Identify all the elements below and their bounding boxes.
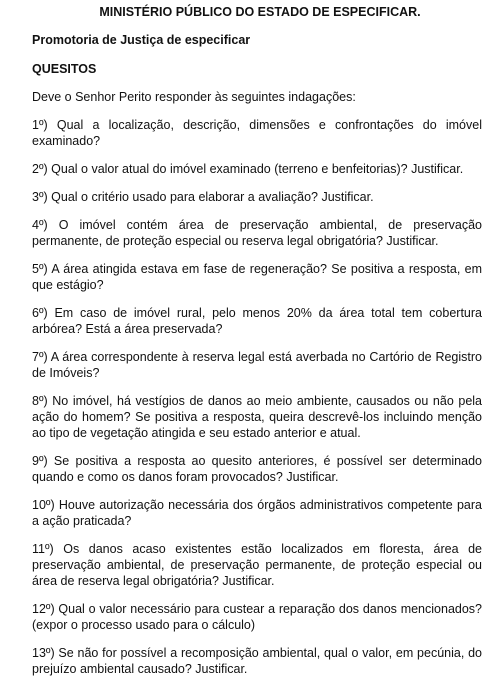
intro-paragraph: Deve o Senhor Perito responder às seguintes indagações:: [32, 90, 356, 104]
question-item: 10º) Houve autorização necessária dos órgãos administrativos competente para a ação praticada?: [32, 498, 482, 528]
question-item: 13º) Se não for possível a recomposição ambiental, qual o valor, em pecúnia, do prejuízo ambiental causado? Justificar.: [32, 646, 482, 676]
document-title: MINISTÉRIO PÚBLICO DO ESTADO DE ESPECIFICAR.: [99, 5, 421, 19]
question-item: 1º) Qual a localização, descrição, dimensões e confrontações do imóvel examinado?: [32, 118, 482, 148]
section-heading-quesitos: QUESITOS: [32, 62, 97, 76]
question-item: 11º) Os danos acaso existentes estão localizados em floresta, área de preservação ambiental, de preservação permanente, de proteção especial ou área de reserva legal obrigatória? Justificar.: [32, 542, 482, 588]
question-item: 4º) O imóvel contém área de preservação ambiental, de preservação permanente, de proteção especial ou reserva legal obrigatória? Justificar.: [32, 218, 482, 248]
question-item: 5º) A área atingida estava em fase de regeneração? Se positiva a resposta, em que estágio?: [32, 262, 482, 292]
question-item: 2º) Qual o valor atual do imóvel examinado (terreno e benfeitorias)? Justificar.: [32, 162, 464, 176]
question-item: 8º) No imóvel, há vestígios de danos ao meio ambiente, causados ou não pela ação do homem? Se positiva a resposta, queira descrevê-los incluindo menção ao tipo de vegetação atingida e seu estado anterior e atual.: [32, 394, 482, 440]
promotoria-subtitle: Promotoria de Justiça de especificar: [32, 33, 251, 47]
questions-list: [32, 117, 482, 677]
question-item: 3º) Qual o critério usado para elaborar a avaliação? Justificar.: [32, 190, 374, 204]
question-item: 6º) Em caso de imóvel rural, pelo menos 20% da área total tem cobertura arbórea? Está a área preservada?: [32, 306, 482, 336]
document-page: [0, 4, 500, 676]
question-item: 9º) Se positiva a resposta ao quesito anteriores, é possível ser determinado quando e como os danos foram provocados? Justificar.: [32, 454, 482, 484]
question-item: 7º) A área correspondente à reserva legal está averbada no Cartório de Registro de Imóveis?: [32, 350, 482, 380]
question-item: 12º) Qual o valor necessário para custear a reparação dos danos mencionados? (expor o processo usado para o cálculo): [32, 602, 482, 632]
